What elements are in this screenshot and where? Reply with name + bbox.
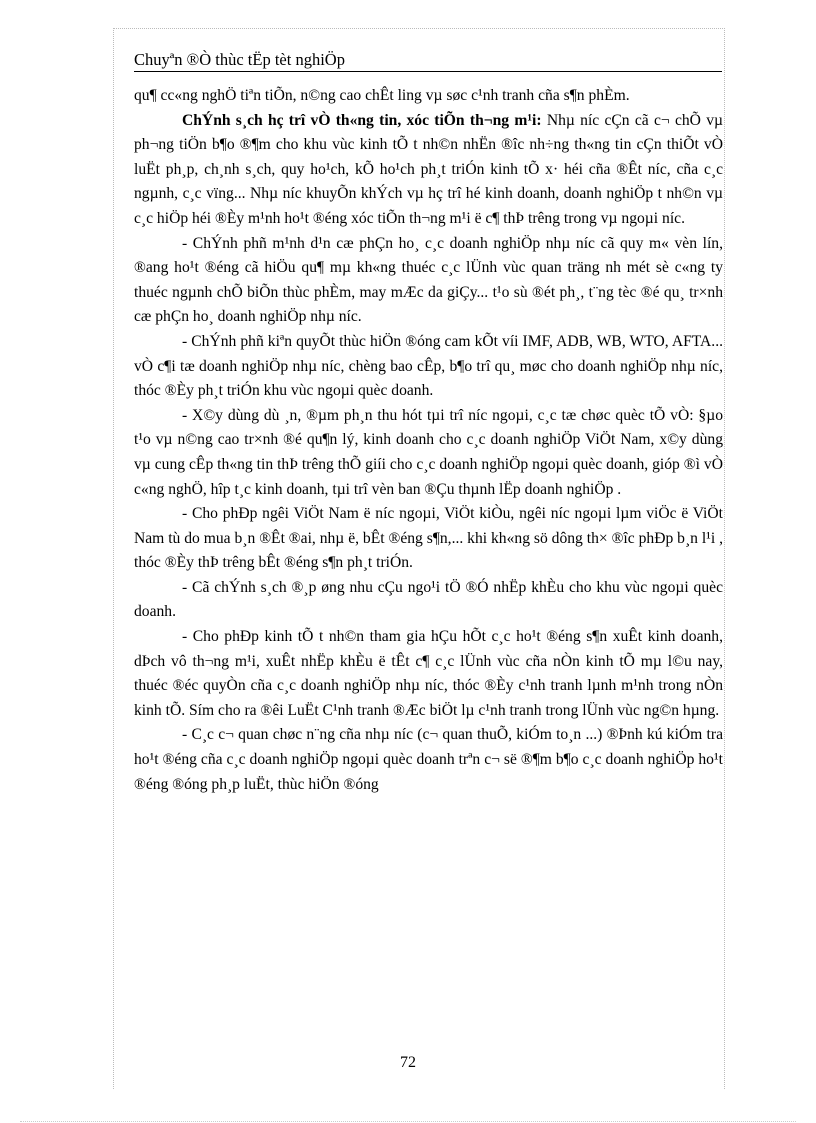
paragraph-text: - Cho phÐp kinh tÕ t nh©n tham gia hÇu hÕt c¸c ho¹t ®éng s¶n xuÊt kinh doanh, dÞch vô th¬ng m¹i, xuÊt nhËp khÈu ë tÊt c¶ c¸c lÜnh vùc cña nÒn kinh tÕ mµ l©u nay, thuéc ®éc quyÒn cña c¸c doanh nghiÖp nhµ níc, thóc ®Èy c¹nh tranh lµnh m¹nh trong nÒn kinh tÕ. Sím cho ra ®êi LuËt C¹nh tranh ®Æc biÖt lµ c¹nh tranh trong lÜnh vùc ng©n hµng. bbox=[134, 628, 723, 719]
header-title: Chuyªn ®Ò thùc tËp tèt nghiÖp bbox=[134, 50, 345, 69]
paragraph bbox=[134, 232, 723, 330]
paragraph-text: - ChÝnh phñ kiªn quyÕt thùc hiÖn ®óng cam kÕt víi IMF, ADB, WB, WTO, AFTA... vÒ c¶i tæ doanh nghiÖp nhµ níc, chèng bao cÊp, b¶o trî qu¸ møc cho doanh nghiÖp nhµ níc, thóc ®Èy ph¸t triÓn khu vùc ngoµi quèc doanh. bbox=[134, 332, 723, 400]
page-bottom-divider bbox=[20, 1121, 796, 1122]
paragraph-text: Nhµ níc cÇn cã c¬ chÕ vµ ph¬ng tiÖn b¶o ®¶m cho khu vùc kinh tÕ t nh©n nhËn ®îc nh÷ng th«ng tin cÇn thiÕt vÒ luËt ph¸p, ch¸nh s¸ch, quy ho¹ch, kÕ ho¹ch ph¸t triÓn kinh tÕ x· héi cña ®Êt níc, cña c¸c ngµnh, c¸c vïng... Nhµ níc khuyÕn khÝch vµ hç trî hé kinh doanh, doanh nghiÖp t nh©n vµ c¸c hiÖp héi ®Èy m¹nh ho¹t ®éng xóc tiÕn th¬ng m¹i ë c¶ thÞ trêng trong vµ ngoµi níc. bbox=[134, 111, 723, 227]
paragraph bbox=[134, 84, 723, 109]
running-header bbox=[134, 50, 722, 72]
paragraph-text: - C¸c c¬ quan chøc n¨ng cña nhµ níc (c¬ quan thuÕ, kiÓm to¸n ...) ®Þnh kú kiÓm tra ho¹t ®éng cña c¸c doanh nghiÖp ngoµi quèc doanh trªn c¬ së ®¶m b¶o c¸c doanh nghiÖp ho¹t ®éng ®óng ph¸p luËt, thùc hiÖn ®óng bbox=[134, 726, 723, 793]
paragraph-heading: ChÝnh s¸ch hç trî vÒ th«ng tin, xóc tiÕn th¬ng m¹i: bbox=[182, 111, 542, 129]
paragraph bbox=[134, 625, 723, 723]
paragraph bbox=[134, 330, 723, 404]
page-number: 72 bbox=[400, 1054, 416, 1071]
body-text bbox=[134, 84, 723, 797]
paragraph bbox=[134, 576, 723, 625]
paragraph bbox=[134, 723, 723, 797]
paragraph-text: qu¶ cc«ng nghÖ tiªn tiÕn, n©ng cao chÊt ling vµ søc c¹nh tranh cña s¶n phÈm. bbox=[134, 87, 630, 104]
paragraph-text: - ChÝnh phñ m¹nh d¹n cæ phÇn ho¸ c¸c doanh nghiÖp nhµ níc cã quy m« vèn lín, ®ang ho¹t ®éng cã hiÖu qu¶ mµ kh«ng thuéc c¸c lÜnh vùc quan träng nh mét sè c«ng ty thuéc ngµnh chÕ biÕn thùc phÈm, may mÆc da giÇy... t¹o sù ®ét ph¸, t¨ng tèc ®é qu¸ tr×nh cæ phÇn ho¸ doanh nghiÖp nhµ níc. bbox=[134, 234, 723, 326]
paragraph-text: - X©y dùng dù ¸n, ®µm ph¸n thu hót tµi trî níc ngoµi, c¸c tæ chøc quèc tÕ vÒ: §µo t¹o vµ n©ng cao tr×nh ®é qu¶n lý, kinh doanh cho c¸c doanh nghiÖp ViÖt Nam, x©y dùng vµ cung cÊp th«ng tin thÞ trêng thÕ giíi cho c¸c doanh nghiÖp ngoµi quèc doanh, gióp ®ì vÒ c«ng nghÖ, hîp t¸c kinh doanh, tµi trî vèn ban ®Çu thµnh lËp doanh nghiÖp . bbox=[134, 406, 723, 498]
paragraph bbox=[134, 404, 723, 502]
paragraph bbox=[134, 109, 723, 232]
paragraph bbox=[134, 502, 723, 576]
paragraph-text: - Cho phÐp ngêi ViÖt Nam ë níc ngoµi, ViÖt kiÒu, ngêi níc ngoµi lµm viÖc ë ViÖt Nam tù do mua b¸n ®Êt ®ai, nhµ ë, bÊt ®éng s¶n,... khi kh«ng sö dông th× ®îc phÐp b¸n l¹i , thóc ®Èy thÞ trêng bÊt ®éng s¶n ph¸t triÓn. bbox=[134, 505, 723, 572]
paragraph-text: - Cã chÝnh s¸ch ®¸p øng nhu cÇu ngo¹i tÖ ®Ó nhËp khÈu cho khu vùc ngoµi quèc doanh. bbox=[134, 578, 723, 621]
